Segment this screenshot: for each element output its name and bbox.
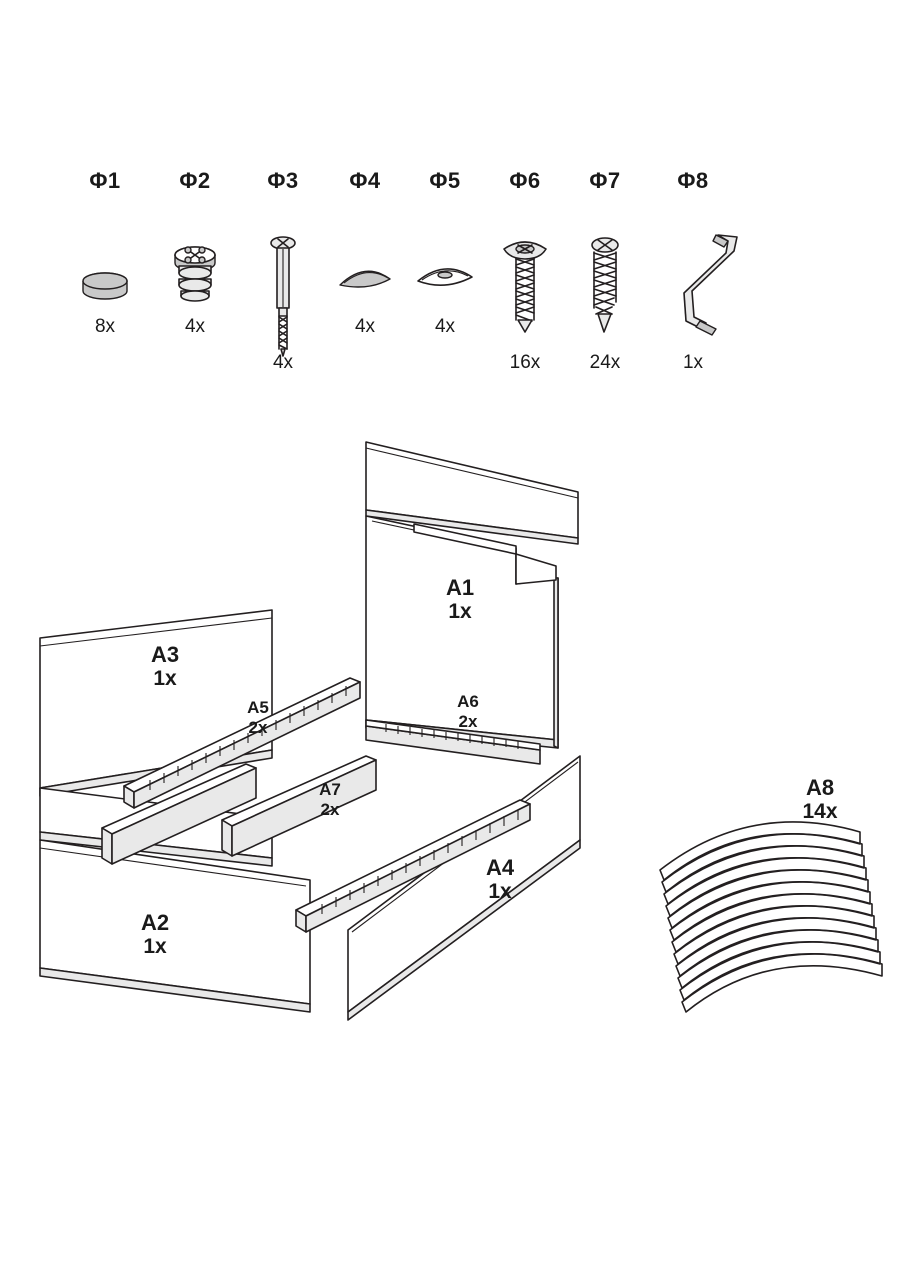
hardware-code: Φ8 bbox=[677, 168, 709, 193]
part-label-A2 bbox=[115, 910, 195, 959]
part-qty: 2x bbox=[320, 799, 340, 819]
hardware-qty: 4x bbox=[184, 316, 206, 337]
hardware-code: Φ1 bbox=[89, 168, 121, 193]
part-code: A5 bbox=[247, 698, 269, 717]
part-code: A2 bbox=[140, 910, 170, 935]
hardware-code: Φ3 bbox=[267, 168, 299, 193]
hardware-item-4 bbox=[320, 170, 410, 363]
long-dowel-bolt-icon bbox=[238, 193, 328, 343]
hardware-code: Φ2 bbox=[179, 168, 211, 193]
hardware-qty: 24x bbox=[589, 352, 621, 373]
part-qty: 2x bbox=[458, 711, 478, 731]
hardware-qty: 4x bbox=[354, 316, 376, 337]
hardware-qty: 1x bbox=[682, 352, 704, 373]
hardware-code: Φ5 bbox=[429, 168, 461, 193]
parts-exploded-view bbox=[0, 420, 900, 1070]
part-label-A7 bbox=[300, 780, 360, 819]
part-qty: 1x bbox=[143, 935, 167, 959]
part-label-A8 bbox=[780, 775, 860, 824]
flat-head-screw-icon bbox=[480, 193, 570, 343]
part-label-A5 bbox=[228, 698, 288, 737]
part-code: A1 bbox=[445, 575, 475, 600]
hardware-item-6 bbox=[480, 168, 570, 373]
hardware-list bbox=[40, 170, 720, 430]
hardware-code: Φ6 bbox=[509, 168, 541, 193]
part-label-A3 bbox=[130, 642, 200, 691]
part-qty: 1x bbox=[153, 667, 177, 691]
parts-drawing bbox=[0, 420, 900, 1070]
hardware-code: Φ7 bbox=[589, 168, 621, 193]
hardware-qty: 8x bbox=[94, 316, 116, 337]
hardware-item-1 bbox=[60, 170, 150, 363]
part-label-A4 bbox=[460, 855, 540, 904]
part-label-A6 bbox=[438, 692, 498, 731]
part-code: A3 bbox=[150, 642, 180, 667]
part-qty: 1x bbox=[488, 880, 512, 904]
part-code: A4 bbox=[485, 855, 515, 880]
part-code: A7 bbox=[319, 780, 341, 799]
part-qty: 2x bbox=[248, 717, 268, 737]
part-A8-slat-stack bbox=[660, 822, 882, 1012]
hardware-item-3 bbox=[238, 168, 328, 373]
part-qty: 1x bbox=[448, 600, 472, 624]
hardware-item-2 bbox=[150, 170, 240, 363]
part-label-A1 bbox=[425, 575, 495, 624]
wood-screw-icon bbox=[560, 193, 650, 343]
hardware-item-7 bbox=[560, 168, 650, 373]
hardware-code: Φ4 bbox=[349, 168, 381, 193]
part-code: A8 bbox=[805, 775, 835, 800]
hardware-item-8 bbox=[648, 168, 738, 373]
hardware-qty: 4x bbox=[272, 352, 294, 373]
part-code: A6 bbox=[457, 692, 479, 711]
allen-key-icon bbox=[648, 193, 738, 343]
hardware-qty: 16x bbox=[509, 352, 541, 373]
part-qty: 14x bbox=[802, 800, 838, 824]
hardware-qty: 4x bbox=[434, 316, 456, 337]
hardware-item-5 bbox=[400, 170, 490, 363]
